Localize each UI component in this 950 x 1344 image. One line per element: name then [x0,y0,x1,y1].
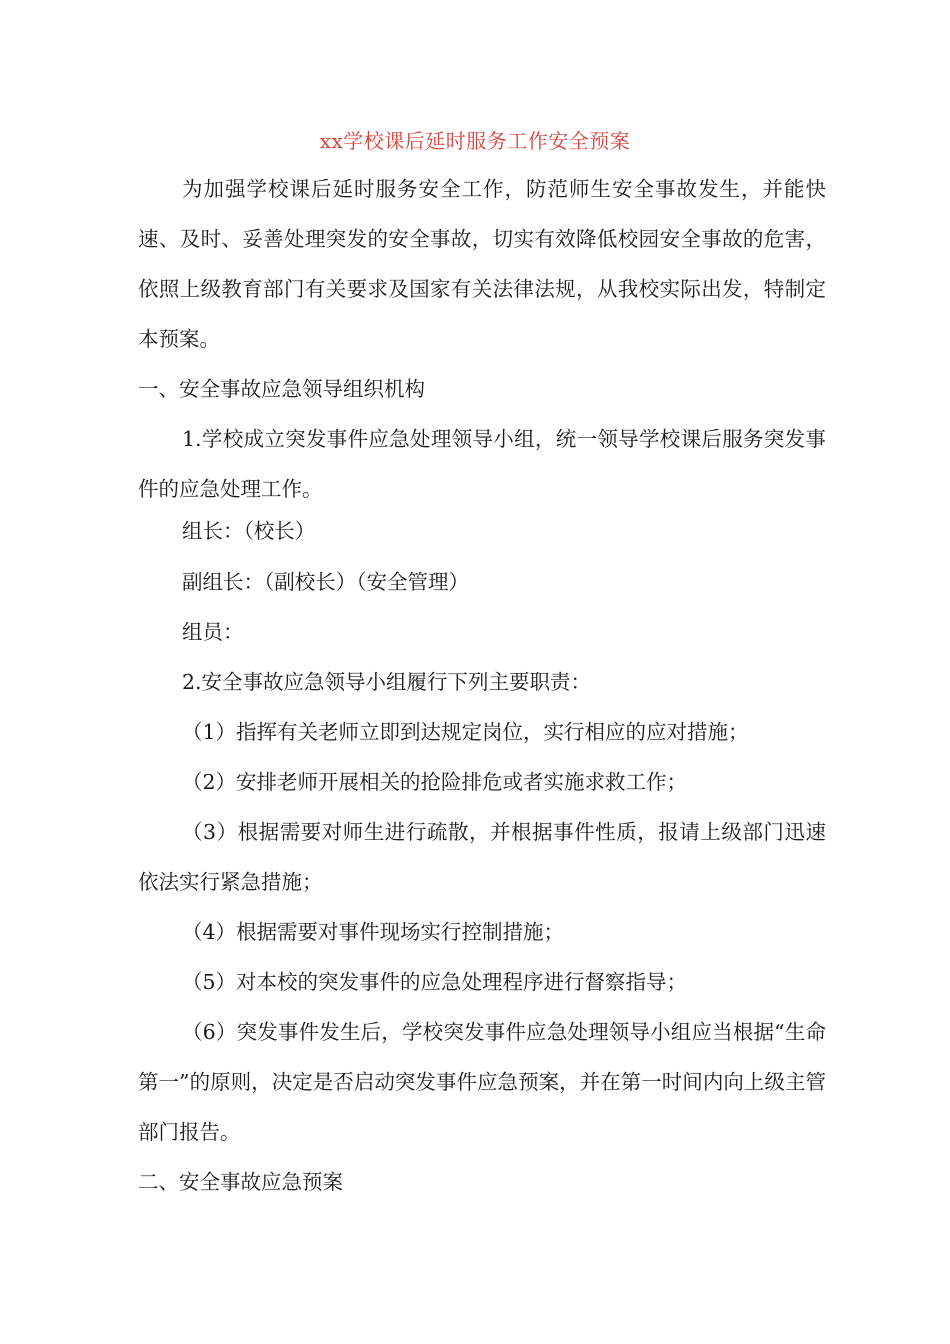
group-leader-line: 组长：（校长） [182,519,316,543]
duty-3-paragraph: （3）根据需要对师生进行疏散，并根据事件性质，报请上级部门迅速依法实行紧急措施； [138,820,826,894]
intro-paragraph: 为加强学校课后延时服务安全工作，防范师生安全事故发生，并能快速、及时、妥善处理突发的安全事故，切实有效降低校园安全事故的危害，依照上级教育部门有关要求及国家有关法律法规，从我校实际出发，特制定本预案。 [138,177,826,351]
item-2-paragraph: 2.安全事故应急领导小组履行下列主要职责： [182,670,592,694]
item-1-paragraph: 1.学校成立突发事件应急处理领导小组，统一领导学校课后服务突发事件的应急处理工作。 [138,427,826,501]
duty-4-line: （4）根据需要对事件现场实行控制措施； [182,920,565,944]
deputy-leader-line: 副组长：（副校长）（安全管理） [182,570,469,594]
duty-5-line: （5）对本校的突发事件的应急处理程序进行督察指导； [182,970,688,994]
duty-1-line: （1）指挥有关老师立即到达规定岗位，实行相应的应对措施； [182,720,749,744]
document-title: xx学校课后延时服务工作安全预案 [319,129,631,153]
section-heading-1: 一、安全事故应急领导组织机构 [138,377,425,401]
section-heading-2: 二、安全事故应急预案 [138,1170,343,1194]
members-line: 组员： [182,620,244,644]
duty-6-paragraph: （6）突发事件发生后，学校突发事件应急处理领导小组应当根据“生命第一”的原则，决定是否启动突发事件应急预案，并在第一时间内向上级主管部门报告。 [138,1020,826,1144]
duty-2-line: （2）安排老师开展相关的抢险排危或者实施求救工作； [182,770,688,794]
